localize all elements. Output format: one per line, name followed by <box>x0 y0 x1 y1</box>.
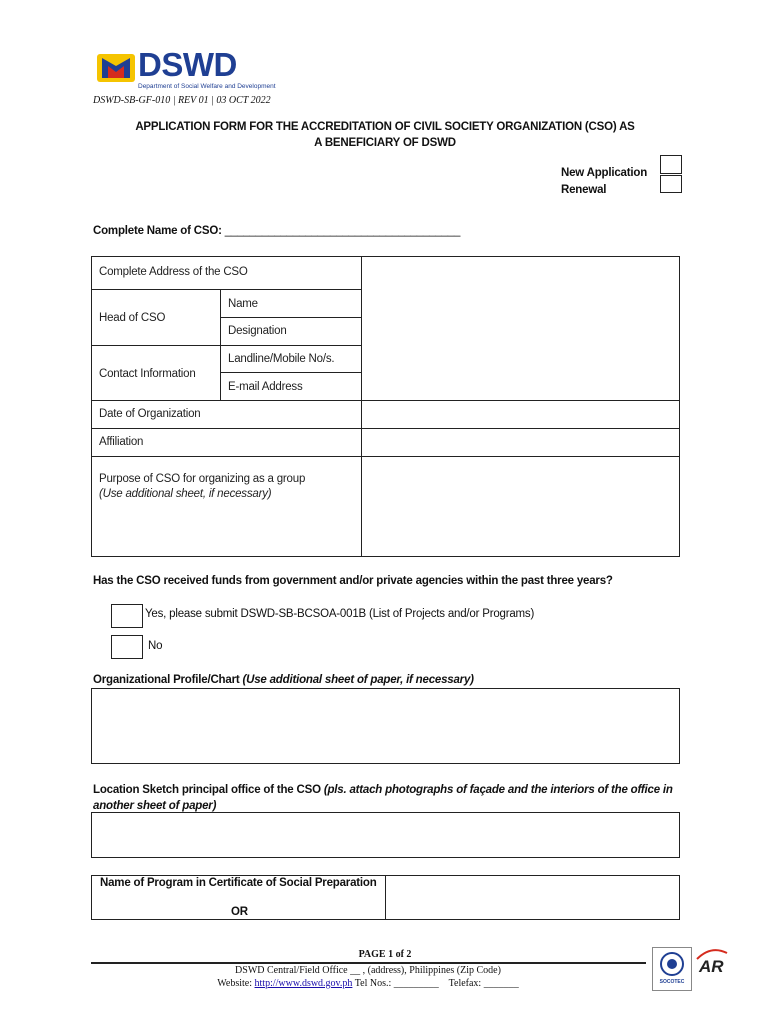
head-label: Head of CSO <box>99 312 166 324</box>
date-input[interactable] <box>362 401 679 428</box>
cso-name-label: Complete Name of CSO: <box>93 225 222 237</box>
affiliation-input[interactable] <box>362 429 679 456</box>
renewal-checkbox[interactable] <box>660 175 682 193</box>
new-application-checkbox[interactable] <box>660 155 682 174</box>
funds-no-checkbox[interactable] <box>111 635 143 659</box>
renewal-label: Renewal <box>561 184 607 196</box>
telefax: Telefax: _______ <box>448 978 519 989</box>
logo-text: DSWD <box>138 46 237 83</box>
name-input[interactable] <box>362 290 679 317</box>
address-label: Complete Address of the CSO <box>99 266 248 278</box>
purpose-note: (Use additional sheet, if necessary) <box>99 488 272 500</box>
funds-yes-label: Yes, please submit DSWD-SB-BCSOA-001B (List of Projects and/or Programs) <box>145 608 535 620</box>
dswd-emblem-icon <box>96 52 136 84</box>
designation-label: Designation <box>228 325 287 337</box>
funds-yes-checkbox[interactable] <box>111 604 143 628</box>
logo-tagline: Department of Social Welfare and Development <box>138 83 276 90</box>
cso-name-field[interactable] <box>93 225 460 237</box>
name-label: Name <box>228 298 258 310</box>
phone-input[interactable] <box>362 346 679 372</box>
form-title-line1: APPLICATION FORM FOR THE ACCREDITATION OF CIVIL SOCIETY ORGANIZATION (CSO) AS <box>135 121 635 133</box>
email-label: E-mail Address <box>228 381 303 393</box>
designation-input[interactable] <box>362 318 679 345</box>
socotec-label: SOCOTEC <box>659 979 685 985</box>
ar-badge <box>695 947 729 991</box>
ar-label: AR <box>699 957 724 976</box>
org-profile-note: (Use additional sheet of paper, if necessary) <box>242 674 474 686</box>
funds-question: Has the CSO received funds from government and/or private agencies within the past three years? <box>93 575 613 587</box>
org-profile-heading <box>93 674 474 686</box>
org-profile-box[interactable] <box>91 688 680 764</box>
address-input[interactable] <box>362 257 679 289</box>
tel-nos: Tel Nos.: _________ <box>354 978 439 989</box>
purpose-label: Purpose of CSO for organizing as a group <box>99 473 306 485</box>
page-number: PAGE 1 of 2 <box>358 949 412 960</box>
purpose-input[interactable] <box>362 457 679 556</box>
location-heading <box>93 782 685 814</box>
website-link[interactable]: http://www.dswd.gov.ph <box>254 978 353 989</box>
contact-label: Contact Information <box>99 368 196 380</box>
email-input[interactable] <box>362 373 679 400</box>
program-label: Name of Program in Certificate of Social Preparation <box>100 877 377 889</box>
cso-name-blank: ______________________________________ <box>224 225 461 237</box>
dswd-logo <box>96 46 276 92</box>
date-label: Date of Organization <box>99 408 201 420</box>
socotec-seal-icon <box>653 950 691 980</box>
footer-rule <box>91 962 646 964</box>
phone-label: Landline/Mobile No/s. <box>228 353 335 365</box>
location-label: Location Sketch principal office of the CSO <box>93 784 321 796</box>
form-title-line2: A BENEFICIARY OF DSWD <box>314 137 456 149</box>
new-application-label: New Application <box>561 167 648 179</box>
program-or-label: OR <box>231 906 248 918</box>
website-label: Website: <box>217 978 253 989</box>
affiliation-label: Affiliation <box>99 436 144 448</box>
funds-no-label: No <box>148 640 163 652</box>
socotec-badge <box>652 947 692 991</box>
footer-office: DSWD Central/Field Office __ , (address), Philippines (Zip Code) <box>235 965 501 976</box>
footer-contacts <box>0 978 736 989</box>
program-input[interactable] <box>386 876 679 919</box>
org-profile-label: Organizational Profile/Chart <box>93 674 240 686</box>
location-note: (pls. attach photographs of façade and the interiors of the office in another sheet of paper) <box>93 784 673 812</box>
location-box[interactable] <box>91 812 680 858</box>
form-code: DSWD-SB-GF-010 | REV 01 | 03 OCT 2022 <box>93 95 271 106</box>
